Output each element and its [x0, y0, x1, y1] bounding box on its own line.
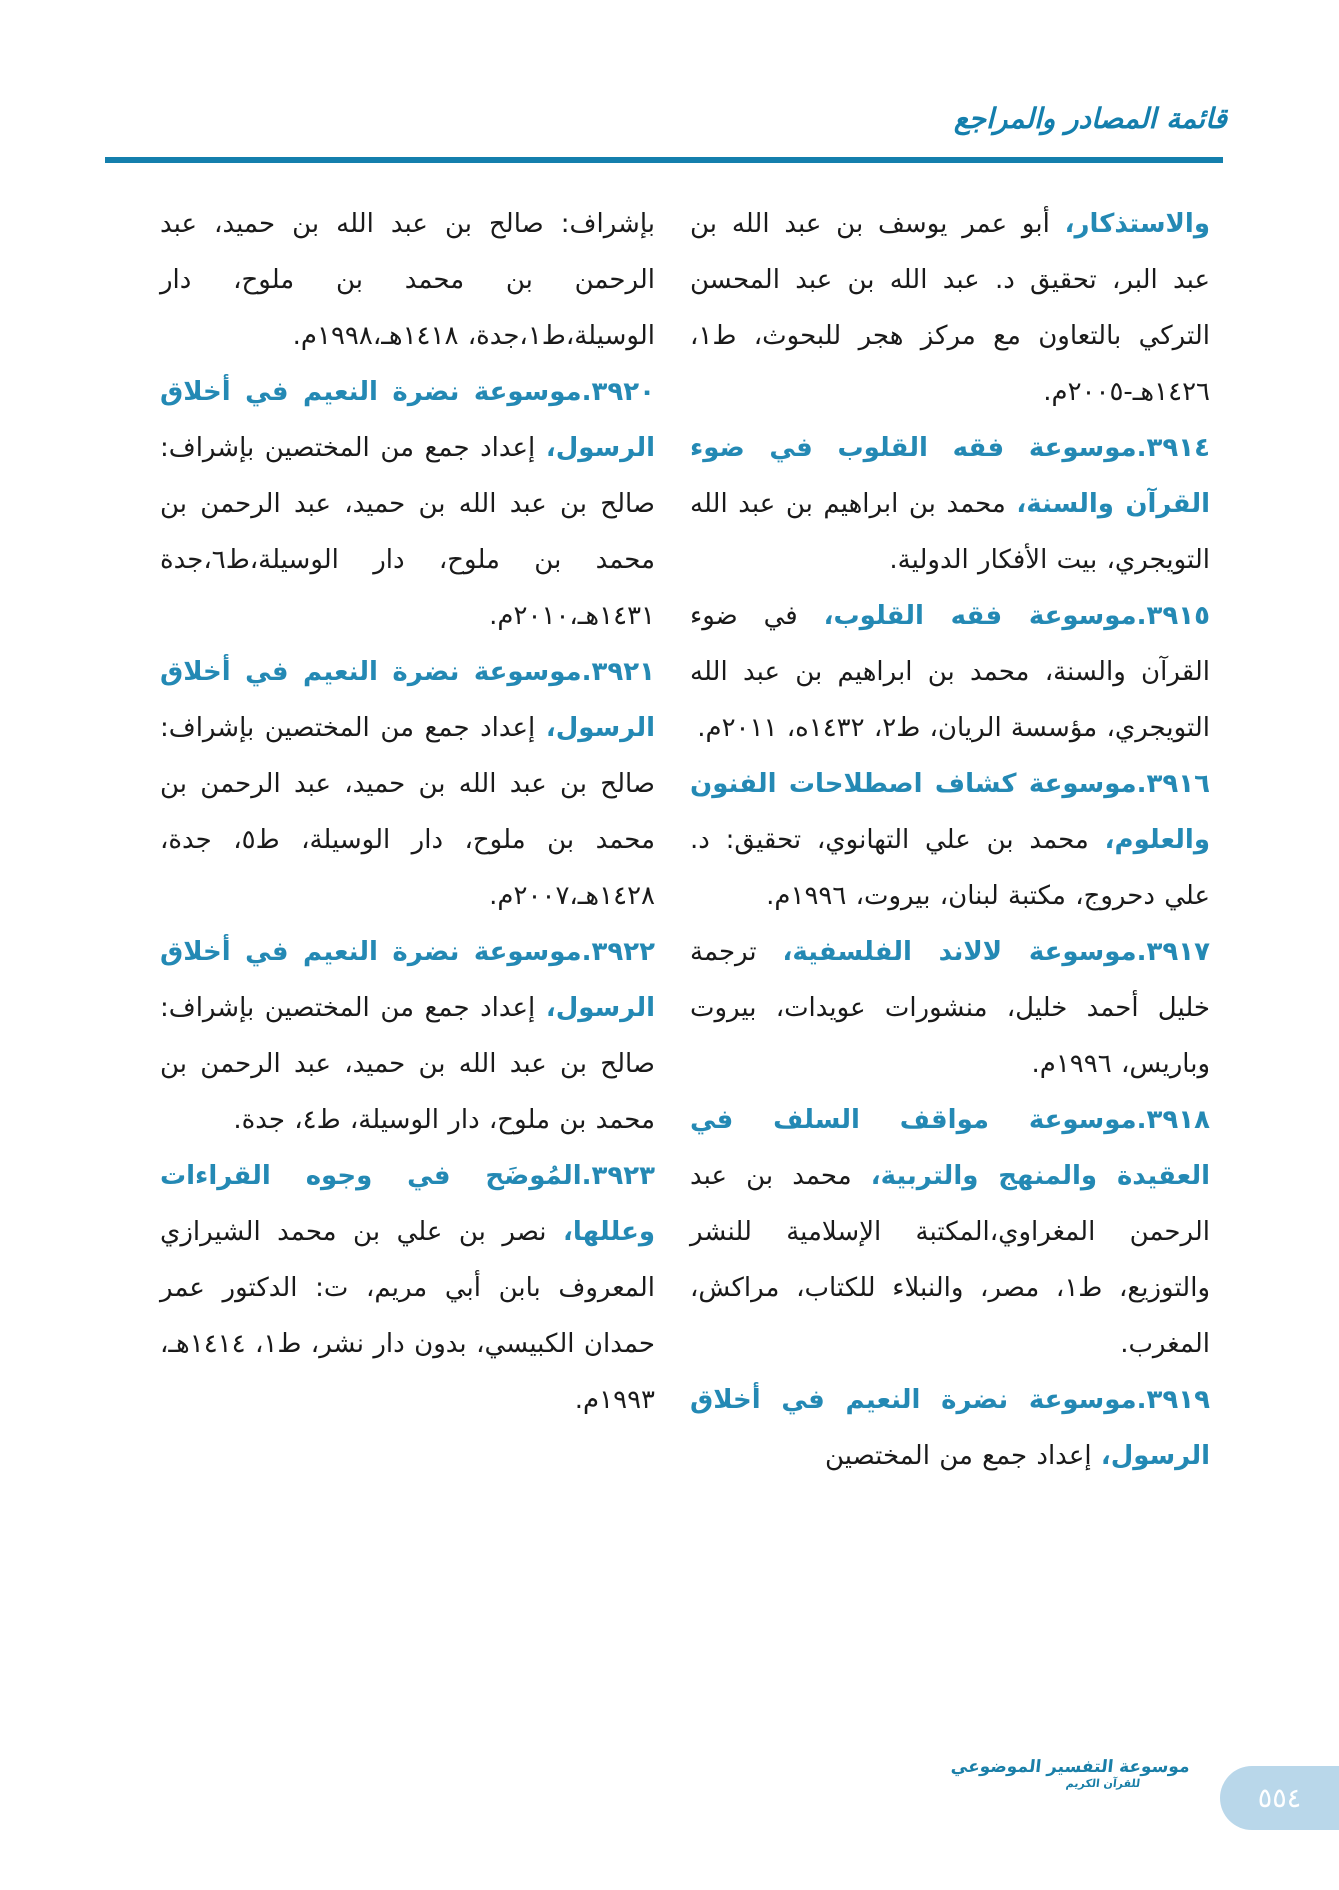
entry-number: ٣٩١٨. [1136, 1105, 1210, 1135]
bib-entry [160, 644, 655, 924]
column-left [160, 196, 655, 1484]
entry-body: محمد بن عبد الرحمن المغراوي،المكتبة الإسلامية للنشر والتوزيع، ط١، مصر، والنبلاء للكتاب، مراكش، المغرب. [690, 1161, 1211, 1359]
entry-number: ٣٩١٦. [1136, 769, 1210, 799]
bib-entry [690, 420, 1210, 588]
publisher-logo [950, 1757, 1191, 1790]
entry-body: نصر بن علي بن محمد الشيرازي المعروف بابن أبي مريم، ت: الدكتور عمر حمدان الكبيسي، بدون دار نشر، ط١، ١٤١٤هـ، ١٩٩٣م. [160, 1217, 655, 1415]
entry-number: ٣٩٢٢. [581, 937, 655, 967]
entry-body: محمد بن علي التهانوي، تحقيق: د. علي دحروج، مكتبة لبنان، بيروت، ١٩٩٦م. [690, 825, 1210, 911]
bib-entry [690, 924, 1210, 1092]
entry-body: إعداد جمع من المختصين بإشراف: صالح بن عبد الله بن حميد، عبد الرحمن بن محمد بن ملوح، دار الوسيلة، ط٤، جدة. [160, 993, 655, 1135]
logo-calligraphy-sub: للقرآن الكريم [1065, 1776, 1141, 1790]
entry-body: إعداد جمع من المختصين [824, 1441, 1101, 1471]
bib-entry [160, 364, 655, 644]
entry-title: والاستذكار، [1064, 209, 1210, 239]
entry-title: موسوعة لالاند الفلسفية، [782, 937, 1137, 967]
bibliography-columns [160, 196, 1210, 1484]
page-number-badge [1220, 1766, 1339, 1830]
entry-number: ٣٩١٩. [1136, 1385, 1210, 1415]
bib-entry [160, 1148, 655, 1428]
page-header-title: قائمة المصادر والمراجع [953, 102, 1227, 135]
entry-title: موسوعة نضرة النعيم في أخلاق الرسول، [160, 937, 655, 1023]
entry-title: موسوعة نضرة النعيم في أخلاق الرسول، [690, 1385, 1210, 1471]
entry-title: موسوعة فقه القلوب في ضوء القرآن والسنة، [690, 433, 1210, 519]
entry-number: ٣٩٢١. [581, 657, 655, 687]
column-right [690, 196, 1210, 1484]
bib-entry [690, 756, 1210, 924]
entry-number: ٣٩٢٣. [581, 1161, 655, 1191]
bib-entry [690, 1372, 1210, 1484]
entry-body: بإشراف: صالح بن عبد الله بن حميد، عبد الرحمن بن محمد بن ملوح، دار الوسيلة،ط١،جدة، ١٤١٨هـ،١٩٩٨م. [160, 209, 655, 351]
bib-entry [160, 924, 655, 1148]
entry-number: ٣٩٢٠. [581, 377, 655, 407]
entry-body: إعداد جمع من المختصين بإشراف: صالح بن عبد الله بن حميد، عبد الرحمن بن محمد بن ملوح، دار الوسيلة، ط٥، جدة، ١٤٢٨هـ،٢٠٠٧م. [160, 713, 655, 911]
entry-title: موسوعة نضرة النعيم في أخلاق الرسول، [160, 657, 655, 743]
entry-body: إعداد جمع من المختصين بإشراف: صالح بن عبد الله بن حميد، عبد الرحمن بن محمد بن ملوح، دار الوسيلة،ط٦،جدة ١٤٣١هـ،٢٠١٠م. [160, 433, 655, 631]
page-number: ٥٥٤ [1257, 1782, 1302, 1814]
entry-title: موسوعة كشاف اصطلاحات الفنون والعلوم، [690, 769, 1210, 855]
entry-title: موسوعة نضرة النعيم في أخلاق الرسول، [160, 377, 655, 463]
logo-calligraphy-main: موسوعة التفسير الموضوعي [950, 1757, 1191, 1777]
entry-body: ترجمة خليل أحمد خليل، منشورات عويدات، بيروت وباريس، ١٩٩٦م. [690, 937, 1210, 1079]
entry-title: موسوعة مواقف السلف في العقيدة والمنهج والتربية، [690, 1105, 1211, 1191]
entry-number: ٣٩١٥. [1136, 601, 1210, 631]
bib-entry [690, 196, 1210, 420]
entry-body: محمد بن ابراهيم بن عبد الله التويجري، بيت الأفكار الدولية. [690, 489, 1210, 575]
entry-body: أبو عمر يوسف بن عبد الله بن عبد البر، تحقيق د. عبد الله بن عبد المحسن التركي بالتعاون مع مركز هجر للبحوث، ط١، ١٤٢٦هـ-٢٠٠٥م. [690, 209, 1210, 407]
bib-entry [160, 196, 655, 364]
entry-title: موسوعة فقه القلوب، [823, 601, 1137, 631]
bib-entry [690, 588, 1210, 756]
entry-number: ٣٩١٤. [1136, 433, 1210, 463]
entry-title: المُوضَح في وجوه القراءات وعللها، [160, 1161, 655, 1247]
bib-entry [690, 1092, 1210, 1372]
header-divider-rule [105, 157, 1223, 163]
entry-body: في ضوء القرآن والسنة، محمد بن ابراهيم بن عبد الله التويجري، مؤسسة الريان، ط٢، ١٤٣٢ه، ٢٠١١م. [690, 601, 1210, 743]
entry-number: ٣٩١٧. [1136, 937, 1210, 967]
